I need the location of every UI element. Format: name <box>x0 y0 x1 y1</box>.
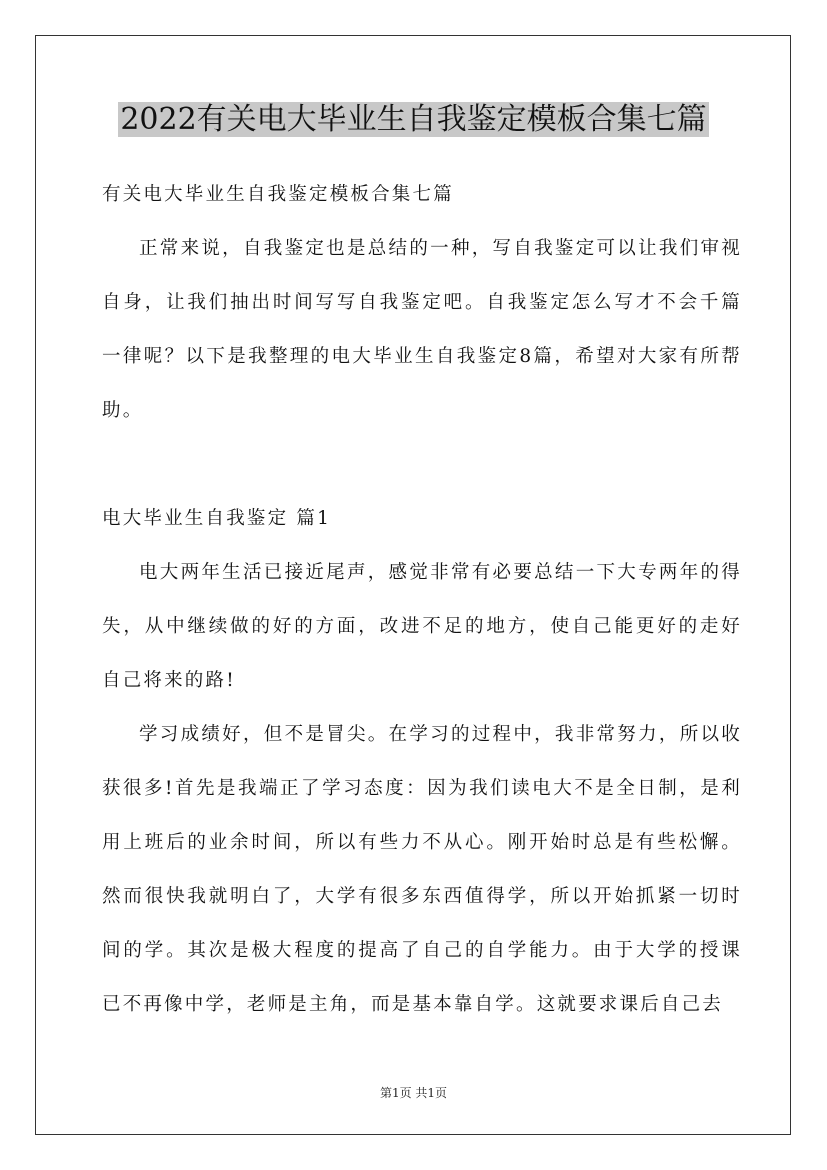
page-number: 第1页 共1页 <box>379 1086 448 1100</box>
section-heading: 电大毕业生自我鉴定 篇1 <box>102 508 332 529</box>
document-title-text: 2022有关电大毕业生自我鉴定模板合集七篇 <box>120 102 707 137</box>
body-paragraph-1: 电大两年生活已接近尾声，感觉非常有必要总结一下大专两年的得失，从中继续做的好的方面，改进不足的地方，使自己能更好的走好自己将来的路! <box>102 562 742 691</box>
document-subtitle: 有关电大毕业生自我鉴定模板合集七篇 <box>102 184 454 205</box>
document-body <box>102 168 742 1032</box>
document-title <box>0 100 827 140</box>
body-paragraph-2: 学习成绩好，但不是冒尖。在学习的过程中，我非常努力，所以收获很多!首先是我端正了学习态度：因为我们读电大不是全日制，是利用上班后的业余时间，所以有些力不从心。刚开始时总是有些松懈。然而很快我就明白了，大学有很多东西值得学，所以开始抓紧一切时间的学。其次是极大程度的提高了自己的自学能力。由于大学的授课已不再像中学，老师是主角，而是基本靠自学。这就要求课后自己去 <box>102 724 742 1015</box>
spacer <box>102 438 742 492</box>
intro-paragraph: 正常来说，自我鉴定也是总结的一种，写自我鉴定可以让我们审视自身，让我们抽出时间写写自我鉴定吧。自我鉴定怎么写才不会千篇一律呢？以下是我整理的电大毕业生自我鉴定8篇，希望对大家有所帮助。 <box>102 238 742 421</box>
